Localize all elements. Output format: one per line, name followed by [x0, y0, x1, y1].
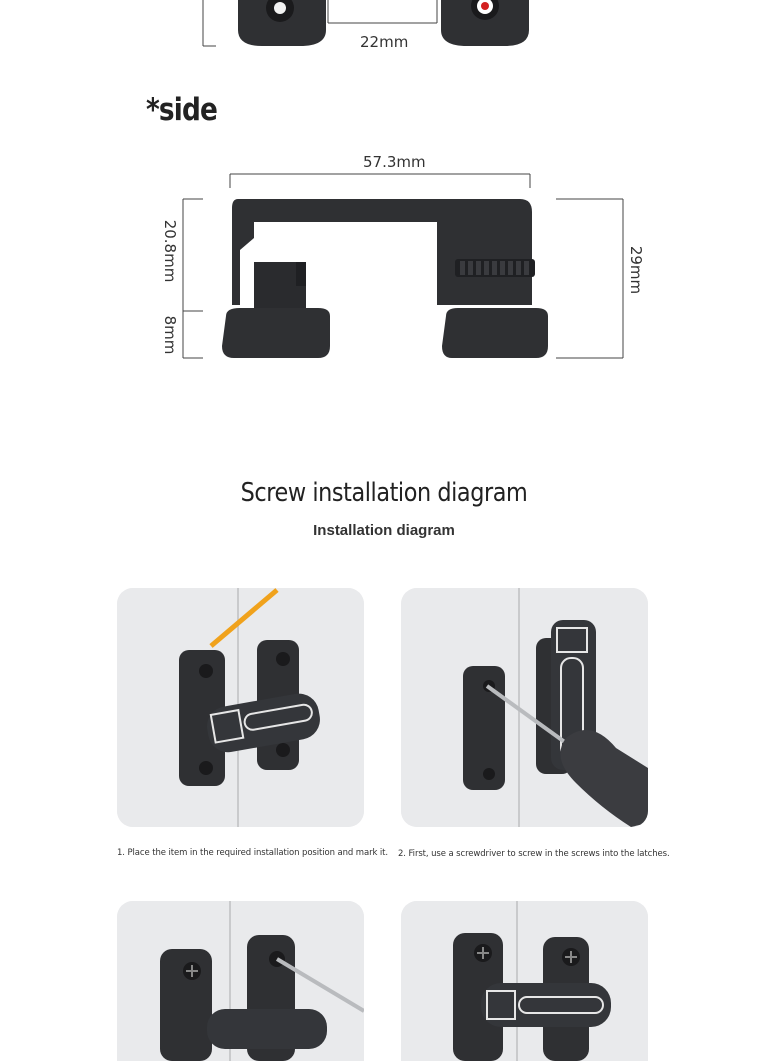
- top-view-drawing: [0, 0, 768, 60]
- side-view-heading: *side: [146, 92, 217, 128]
- step-2-illustration: [401, 588, 648, 827]
- step-4-illustration: [401, 901, 648, 1061]
- step-1-illustration: [117, 588, 364, 827]
- side-view-drawing: [0, 150, 768, 370]
- step-4-photo: [401, 901, 648, 1061]
- dimension-label-22mm: 22mm: [360, 33, 409, 51]
- step-1-photo: [117, 588, 364, 827]
- step-2-photo: [401, 588, 648, 827]
- dimension-label-width: 57.3mm: [363, 153, 426, 171]
- section-title: Screw installation diagram: [240, 478, 528, 508]
- step-3-illustration: [117, 901, 364, 1061]
- section-subtitle: Installation diagram: [313, 522, 455, 539]
- dimension-label-total: 29mm: [627, 245, 645, 295]
- dimension-label-upper: 20.8mm: [161, 219, 179, 283]
- step-2-caption: 2. First, use a screwdriver to screw in the screws into the latches.: [398, 849, 670, 859]
- step-3-photo: [117, 901, 364, 1061]
- dimension-label-lower: 8mm: [161, 315, 179, 355]
- side-view-diagram: [0, 150, 768, 370]
- top-view: [0, 0, 768, 60]
- step-1-caption: 1. Place the item in the required installation position and mark it.: [117, 848, 388, 858]
